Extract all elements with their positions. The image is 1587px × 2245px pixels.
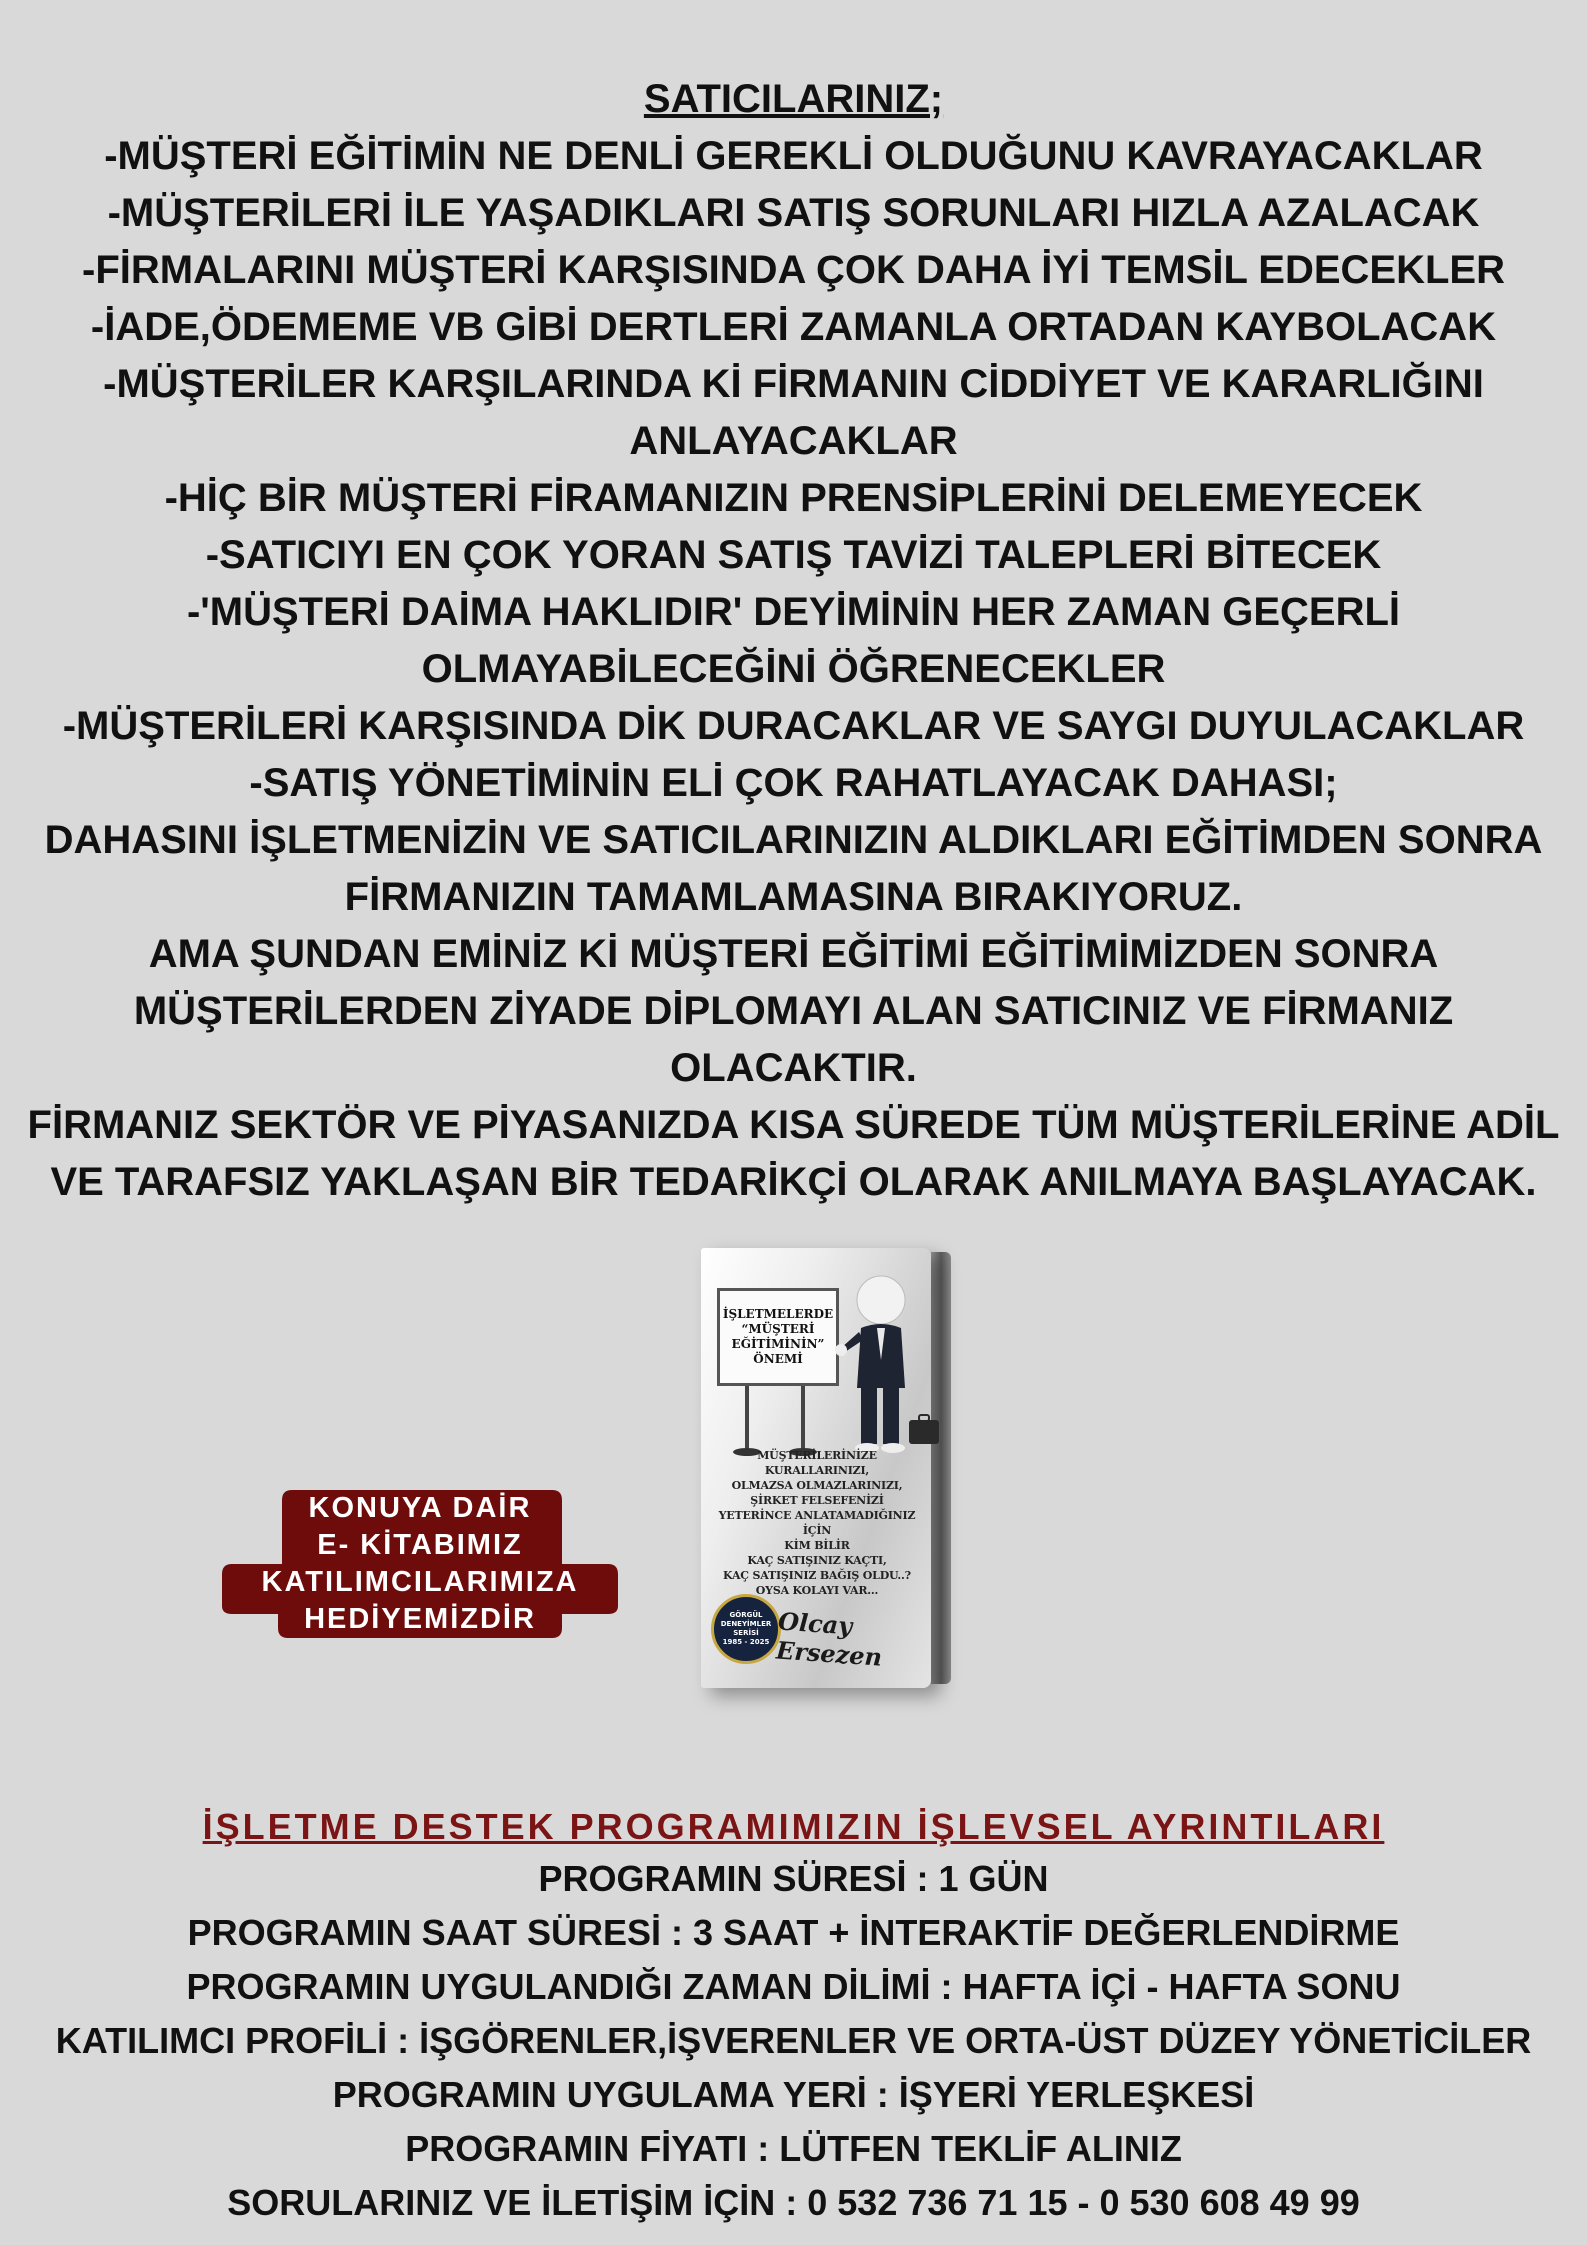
detail-line: PROGRAMIN SAAT SÜRESİ : 3 SAAT + İNTERAKTİF DEĞERLENDİRME <box>187 1912 1400 1953</box>
benefits-section <box>0 70 1587 1211</box>
benefit-line: AMA ŞUNDAN EMİNİZ Kİ MÜŞTERİ EĞİTİMİ EĞİTİMİMİZDEN SONRA <box>148 932 1439 976</box>
gift-badge-line: E- KİTABIMIZ <box>317 1529 523 1561</box>
benefit-line: ANLAYACAKLAR <box>629 419 958 463</box>
seal-line: 1985 - 2025 <box>722 1638 770 1646</box>
seal-line: SERİSİ <box>733 1629 759 1637</box>
ebook-cover-image <box>665 1240 1005 1700</box>
benefit-line: -FİRMALARINI MÜŞTERİ KARŞISINDA ÇOK DAHA İYİ TEMSİL EDECEKLER <box>82 248 1505 292</box>
benefit-line: DAHASINI İŞLETMENİZİN VE SATICILARINIZIN ALDIKLARI EĞİTİMDEN SONRA <box>44 818 1543 862</box>
gift-badge <box>222 1490 618 1638</box>
benefit-line: -İADE,ÖDEMEME VB GİBİ DERTLERİ ZAMANLA ORTADAN KAYBOLACAK <box>90 305 1497 349</box>
benefit-line: OLACAKTIR. <box>670 1046 917 1090</box>
detail-line: KATILIMCI PROFİLİ : İŞGÖRENLER,İŞVERENLER VE ORTA-ÜST DÜZEY YÖNETİCİLER <box>55 2020 1532 2061</box>
benefit-line: -MÜŞTERİ EĞİTİMİN NE DENLİ GEREKLİ OLDUĞUNU KAVRAYACAKLAR <box>104 134 1483 178</box>
benefit-line: -HİÇ BİR MÜŞTERİ FİRAMANIZIN PRENSİPLERİNİ DELEMEYECEK <box>164 476 1423 520</box>
seal-line: GÖRGÜL <box>729 1611 763 1619</box>
cover-line: KAÇ SATIŞINIZ KAÇTI, <box>747 1554 887 1567</box>
sign-board-line: İŞLETMELERDE <box>722 1307 834 1321</box>
cover-line: KİM BİLİR <box>784 1539 850 1552</box>
benefit-line: -MÜŞTERİLERİ İLE YAŞADIKLARI SATIŞ SORUNLARI HIZLA AZALACAK <box>107 191 1480 235</box>
detail-line: PROGRAMIN UYGULAMA YERİ : İŞYERİ YERLEŞKESİ <box>332 2074 1255 2115</box>
benefit-line: -MÜŞTERİLERİ KARŞISINDA DİK DURACAKLAR VE SAYGI DUYULACAKLAR <box>62 704 1525 748</box>
sign-board-line: “MÜŞTERİ <box>741 1322 815 1336</box>
seal-line: DENEYİMLER <box>720 1620 772 1628</box>
detail-line: PROGRAMIN FİYATI : LÜTFEN TEKLİF ALINIZ <box>405 2128 1182 2169</box>
benefits-heading: SATICILARINIZ; <box>643 77 944 121</box>
benefit-line: VE TARAFSIZ YAKLAŞAN BİR TEDARİKÇİ OLARAK ANILMAYA BAŞLAYACAK. <box>50 1160 1537 1204</box>
benefit-line: -'MÜŞTERİ DAİMA HAKLIDIR' DEYİMİNİN HER ZAMAN GEÇERLİ <box>186 590 1401 634</box>
cover-line: ŞİRKET FELSEFENİZİ <box>750 1494 884 1507</box>
program-details <box>0 1802 1587 2230</box>
cover-line: OYSA KOLAYI VAR... <box>755 1584 879 1597</box>
gift-badge-line: HEDİYEMİZDİR <box>304 1603 536 1635</box>
author-signature: Olcay Ersezen <box>775 1606 884 1672</box>
benefit-line: OLMAYABİLECEĞİNİ ÖĞRENECEKLER <box>421 647 1166 691</box>
cover-line: OLMAZSA OLMAZLARINIZI, <box>731 1479 903 1492</box>
book-cover-text <box>709 1448 925 1598</box>
sign-board <box>717 1288 839 1386</box>
benefit-line: MÜŞTERİLERDEN ZİYADE DİPLOMAYI ALAN SATICINIZ VE FİRMANIZ <box>133 989 1454 1033</box>
sign-board-line: ÖNEMİ <box>753 1352 803 1366</box>
detail-line: PROGRAMIN SÜRESİ : 1 GÜN <box>538 1858 1049 1899</box>
cover-line: KAÇ SATIŞINIZ BAĞIŞ OLDU..? <box>723 1569 911 1582</box>
benefit-line: -SATICIYI EN ÇOK YORAN SATIŞ TAVİZİ TALEPLERİ BİTECEK <box>205 533 1382 577</box>
benefit-line: -SATIŞ YÖNETİMİNİN ELİ ÇOK RAHATLAYACAK DAHASI; <box>249 761 1338 805</box>
series-seal <box>711 1594 781 1664</box>
gift-badge-line: KONUYA DAİR <box>308 1492 532 1524</box>
cover-line: MÜŞTERİLERİNİZE KURALLARINIZI, <box>757 1449 877 1477</box>
cover-line: YETERİNCE ANLATAMADIĞINIZ İÇİN <box>718 1509 916 1537</box>
ebook-promo <box>0 1240 1587 1700</box>
sign-board-line: EĞİTİMİNİN” <box>731 1337 825 1351</box>
benefit-line: FİRMANIZIN TAMAMLAMASINA BIRAKIYORUZ. <box>344 875 1243 919</box>
benefit-line: FİRMANIZ SEKTÖR VE PİYASANIZDA KISA SÜREDE TÜM MÜŞTERİLERİNE ADİL <box>27 1103 1560 1147</box>
details-title: İŞLETME DESTEK PROGRAMIMIZIN İŞLEVSEL AYRINTILARI <box>202 1806 1385 1847</box>
presenter-figure-icon <box>833 1270 943 1460</box>
benefit-line: -MÜŞTERİLER KARŞILARINDA Kİ FİRMANIN CİDDİYET VE KARARLIĞINI <box>103 362 1484 406</box>
detail-line: PROGRAMIN UYGULANDIĞI ZAMAN DİLİMİ : HAFTA İÇİ - HAFTA SONU <box>186 1966 1401 2007</box>
contact-line: SORULARINIZ VE İLETİŞİM İÇİN : 0 532 736 71 15 - 0 530 608 49 99 <box>227 2182 1360 2223</box>
gift-badge-line: KATILIMCILARIMIZA <box>261 1566 579 1598</box>
